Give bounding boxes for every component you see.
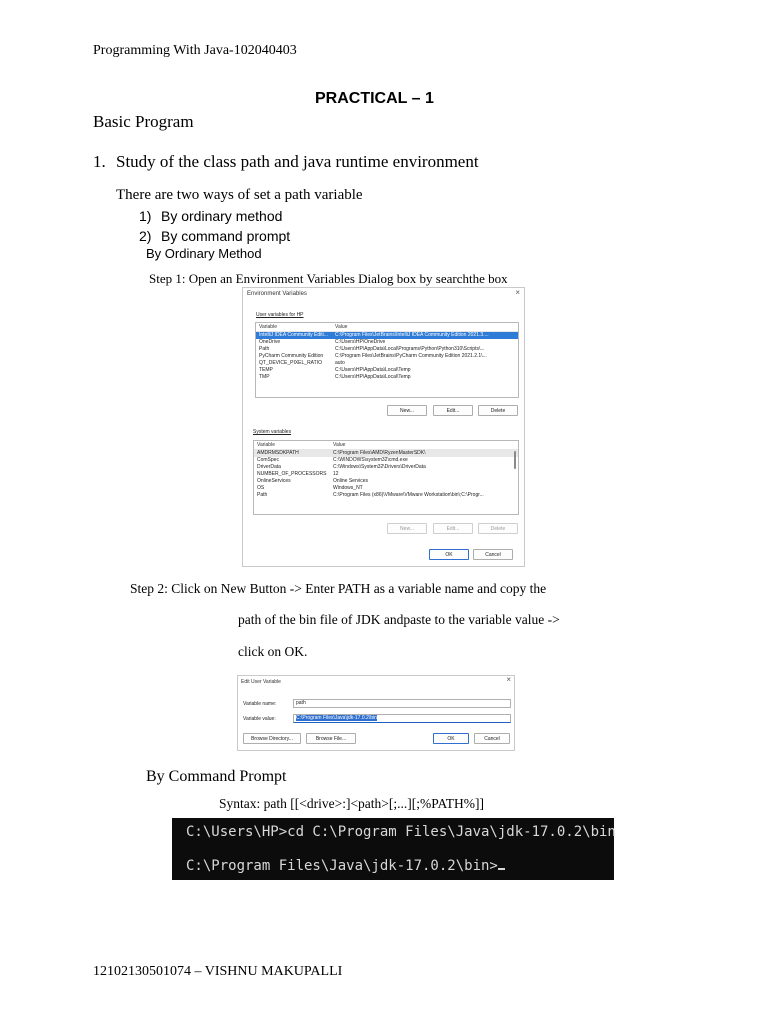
ok-button[interactable]: OK xyxy=(429,549,469,560)
section-subtitle: Basic Program xyxy=(93,112,194,131)
terminal-line-1: C:\Users\HP>cd C:\Program Files\Java\jdk-17.0.2\bin xyxy=(186,824,616,840)
variable-cell: AMDRMSDKPATH xyxy=(257,450,299,456)
variable-value-field[interactable] xyxy=(293,714,511,723)
value-cell: C:\Program Files (x86)\VMware\VMware Workstation\bin\;C:\Progr... xyxy=(333,492,484,498)
edit-user-variable-dialog xyxy=(237,675,515,751)
intro-text: There are two ways of set a path variable xyxy=(116,187,363,203)
variable-cell: OS xyxy=(257,485,265,491)
terminal-line-2 xyxy=(186,858,505,874)
value-cell: C:\Windows\System32\Drivers\DriverData xyxy=(333,464,426,470)
table-row[interactable] xyxy=(254,485,518,492)
variable-cell: Path xyxy=(259,346,270,352)
table-row[interactable] xyxy=(254,464,518,471)
value-cell: C:\Program Files\JetBrains\PyCharm Community Edition 2021.2.1\... xyxy=(335,353,487,359)
ordinary-heading: By Ordinary Method xyxy=(146,246,262,261)
command-heading: By Command Prompt xyxy=(146,768,287,785)
value-cell: C:\Users\HP\AppData\Local\Temp xyxy=(335,367,411,373)
system-variables-label: System variables xyxy=(253,429,292,435)
value-cell: Online Services xyxy=(333,478,369,484)
text-cursor xyxy=(498,868,505,870)
way-number-2: 2) xyxy=(139,228,152,244)
variable-cell: TMP xyxy=(259,374,270,380)
cancel-button[interactable]: Cancel xyxy=(474,733,510,744)
variable-name-label: Variable name: xyxy=(243,701,277,707)
table-row[interactable] xyxy=(256,339,518,346)
table-row[interactable] xyxy=(254,478,518,485)
user-delete-button[interactable]: Delete xyxy=(478,405,518,416)
browse-directory-button[interactable]: Browse Directory... xyxy=(243,733,301,744)
variable-cell: ComSpec xyxy=(257,457,279,463)
table-row[interactable] xyxy=(256,353,518,360)
way-text-1: By ordinary method xyxy=(161,208,283,224)
way-number-1: 1) xyxy=(139,208,152,224)
table-row[interactable] xyxy=(254,457,518,464)
value-cell: C:\Program Files\JetBrains\IntelliJ IDEA Community Edition 2021.3.... xyxy=(335,332,489,338)
page-title: PRACTICAL – 1 xyxy=(315,90,434,107)
variable-cell: OneDrive xyxy=(259,339,281,345)
variable-cell: NUMBER_OF_PROCESSORS xyxy=(257,471,327,477)
value-cell: C:\Users\HP\AppData\Local\Temp xyxy=(335,374,411,380)
browse-file-button[interactable]: Browse File... xyxy=(306,733,356,744)
table-row[interactable] xyxy=(256,374,518,381)
table-row[interactable] xyxy=(254,450,518,457)
table-row[interactable] xyxy=(256,332,518,339)
value-cell: Windows_NT xyxy=(333,485,363,491)
column-value[interactable]: Value xyxy=(333,442,346,448)
variable-cell: IntelliJ IDEA Community Editi... xyxy=(259,332,328,338)
step1-text: Step 1: Open an Environment Variables Dialog box by searchthe box xyxy=(149,271,508,286)
list-header xyxy=(256,323,518,332)
column-variable[interactable]: Variable xyxy=(259,324,277,330)
system-delete-button[interactable]: Delete xyxy=(478,523,518,534)
step2-line1: Step 2: Click on New Button -> Enter PATH as a variable name and copy the xyxy=(130,581,547,596)
system-new-button[interactable]: New... xyxy=(387,523,427,534)
variable-cell: PyCharm Community Edition xyxy=(259,353,324,359)
variable-cell: DriverData xyxy=(257,464,281,470)
system-variables-list[interactable] xyxy=(253,440,519,515)
user-new-button[interactable]: New... xyxy=(387,405,427,416)
item-text: Study of the class path and java runtime environment xyxy=(116,152,479,171)
table-row[interactable] xyxy=(256,367,518,374)
selected-text: C:\Program Files\Java\jdk-17.0.2\bin xyxy=(296,715,377,721)
table-row[interactable] xyxy=(254,492,518,499)
list-header xyxy=(254,441,518,450)
variable-cell: QT_DEVICE_PIXEL_RATIO xyxy=(259,360,322,366)
close-icon[interactable]: × xyxy=(506,675,511,684)
user-variables-list[interactable] xyxy=(255,322,519,398)
table-row[interactable] xyxy=(256,346,518,353)
value-cell: C:\Program Files\AMD\RyzenMasterSDK\ xyxy=(333,450,426,456)
environment-variables-dialog xyxy=(242,287,525,567)
close-icon[interactable]: × xyxy=(515,288,520,297)
variable-cell: Path xyxy=(257,492,268,498)
value-cell: auto xyxy=(335,360,345,366)
page-header: Programming With Java-102040403 xyxy=(93,43,297,58)
variable-cell: OnlineServices xyxy=(257,478,291,484)
syntax-text: Syntax: path [[<drive>:]<path>[;...][;%PATH%]] xyxy=(219,796,485,811)
system-edit-button[interactable]: Edit... xyxy=(433,523,473,534)
dialog-title: Environment Variables xyxy=(247,291,307,297)
value-cell: C:\Users\HP\AppData\Local\Programs\Python\Python310\Scripts\... xyxy=(335,346,485,352)
variable-value-label: Variable value: xyxy=(243,716,276,722)
variable-name-field[interactable]: path xyxy=(293,699,511,708)
step2-line2: path of the bin file of JDK andpaste to the variable value -> xyxy=(238,612,560,627)
value-cell: C:\WINDOWS\system32\cmd.exe xyxy=(333,457,408,463)
column-variable[interactable]: Variable xyxy=(257,442,275,448)
column-value[interactable]: Value xyxy=(335,324,348,330)
prompt-text: C:\Program Files\Java\jdk-17.0.2\bin> xyxy=(186,858,498,874)
user-variables-label: User variables for HP xyxy=(256,312,304,318)
value-cell: C:\Users\HP\OneDrive xyxy=(335,339,386,345)
way-text-2: By command prompt xyxy=(161,228,291,244)
cancel-button[interactable]: Cancel xyxy=(473,549,513,560)
item-number: 1. xyxy=(93,152,106,171)
command-prompt-window xyxy=(172,818,614,880)
table-row[interactable] xyxy=(254,471,518,478)
value-cell: 12 xyxy=(333,471,339,477)
table-row[interactable] xyxy=(256,360,518,367)
scrollbar[interactable] xyxy=(514,451,516,469)
variable-cell: TEMP xyxy=(259,367,273,373)
dialog-title: Edit User Variable xyxy=(241,679,281,685)
page-footer: 12102130501074 – VISHNU MAKUPALLI xyxy=(93,964,343,979)
ok-button[interactable]: OK xyxy=(433,733,469,744)
user-edit-button[interactable]: Edit... xyxy=(433,405,473,416)
step2-line3: click on OK. xyxy=(238,644,308,659)
